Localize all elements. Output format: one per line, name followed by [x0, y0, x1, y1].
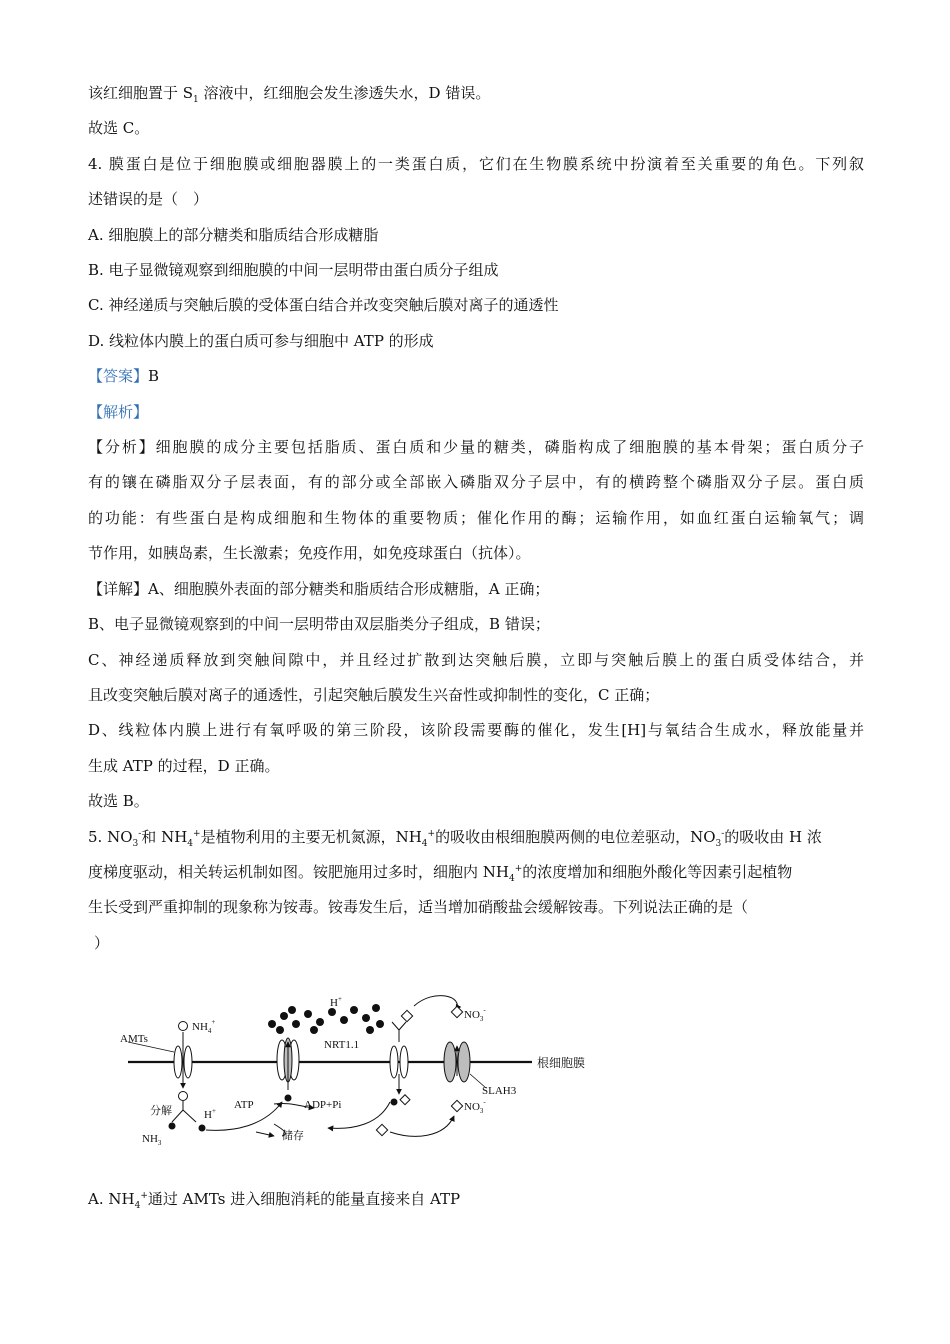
option-b: B. 电子显微镜观察到细胞膜的中间一层明带由蛋白质分子组成 — [88, 261, 499, 280]
analysis-text: 【分析】细胞膜的成分主要包括脂质、蛋白质和少量的糖类，磷脂构成了细胞膜的基本骨架；蛋白质分子 — [88, 438, 864, 457]
answer-tag: 【答案】 — [88, 367, 149, 386]
question-5-stem: 5. $NO_3^-$和 $NH_4^+$是植物利用的主要无机氮源，$NH_4^+$的吸收由根细胞膜两侧的电位差驱动，$NO_3^-$的吸收由 H 浓 — [88, 827, 822, 849]
question-5-stem: ） — [94, 933, 110, 952]
question-4-stem-cont: 述错误的是（ ） — [88, 190, 209, 209]
answer-line — [88, 359, 864, 394]
nrt-label: NRT1.1 — [324, 1039, 360, 1051]
svg-text:NH4+: $NH_4^+$ — [192, 1018, 216, 1035]
answer-value: B — [148, 367, 160, 386]
question-5-stem: 生长受到严重抑制的现象称为铵毒。铵毒发生后，适当增加硝酸盐会缓解铵毒。下列说法正确的是（ — [88, 898, 749, 917]
detail-text: C、神经递质释放到突触间隙中，并且经过扩散到达突触后膜，立即与突触后膜上的蛋白质受体结合，并 — [88, 650, 864, 669]
amts-label: AMTs — [120, 1033, 148, 1045]
text-line: 该红细胞置于 $S_1$ 溶液中，红细胞会发生渗透失水，D 错误。 — [88, 84, 491, 105]
detail-text: 且改变突触后膜对离子的通透性，引起突触后膜发生兴奋性或抑制性的变化，C 正确； — [88, 685, 660, 704]
nh4-ion-in — [179, 1092, 188, 1101]
option-c: C. 神经递质与突触后膜的受体蛋白结合并改变突触后膜对离子的通透性 — [88, 296, 559, 315]
document-page — [88, 76, 864, 961]
text-line: 故选 C。 — [88, 119, 150, 138]
analysis-text: 有的镶在磷脂双分子层表面，有的部分或全部嵌入磷脂双分子层中，有的横跨整个磷脂双分子层。蛋白质 — [88, 473, 864, 492]
slah3-label: SLAH3 — [482, 1085, 517, 1097]
svg-text:H+: H+ — [204, 1107, 216, 1121]
option-a: A. 细胞膜上的部分糖类和脂质结合形成糖脂 — [88, 225, 379, 244]
analysis-text: 的功能：有些蛋白是构成细胞和生物体的重要物质；催化作用的酶；运输作用，如血红蛋白运输氧气；调 — [88, 508, 864, 527]
question-5-option-a: A. $NH_4^+$通过 AMTs 进入细胞消耗的能量直接来自 ATP — [88, 1190, 461, 1211]
svg-text:NO3-: $NO_3^-$ — [464, 1098, 486, 1115]
analysis-heading: 【解析】 — [88, 402, 149, 421]
atp-label: ATP — [234, 1099, 254, 1111]
option-d: D. 线粒体内膜上的蛋白质可参与细胞中 ATP 的形成 — [88, 331, 434, 350]
question-5-stem: 度梯度驱动，相关转运机制如图。铵肥施用过多时，细胞内 $NH_4^+$的浓度增加和细胞外酸化等因素引起植物 — [88, 862, 793, 884]
svg-text:NH3: $NH_3$ — [142, 1133, 162, 1147]
nh4-ion-out — [179, 1022, 188, 1031]
adp-label: ADP+Pi — [304, 1099, 342, 1111]
detail-text: 生成 ATP 的过程，D 正确。 — [88, 756, 280, 775]
svg-text:NO3-: $NO_3^-$ — [464, 1006, 486, 1023]
svg-text:H+: H+ — [330, 995, 342, 1009]
analysis-text: 节作用，如胰岛素，生长激素；免疫作用，如免疫球蛋白（抗体）。 — [88, 544, 531, 563]
detail-text: D、线粒体内膜上进行有氧呼吸的第三阶段，该阶段需要酶的催化，发生[H]与氧结合生成水，释放能量并 — [88, 721, 864, 740]
h-ion-cluster — [268, 1004, 384, 1034]
membrane-label: 根细胞膜 — [537, 1056, 586, 1070]
detail-text: 【详解】A、细胞膜外表面的部分糖类和脂质结合形成糖脂，A 正确； — [88, 579, 550, 598]
detail-text: 故选 B。 — [88, 792, 149, 811]
fenjie-label: 分解 — [150, 1105, 172, 1117]
detail-text: B、电子显微镜观察到的中间一层明带由双层脂类分子组成，B 错误； — [88, 615, 550, 634]
question-4-stem: 4. 膜蛋白是位于细胞膜或细胞器膜上的一类蛋白质，它们在生物膜系统中扮演着至关重要的角色。下列叙 — [88, 154, 864, 173]
transport-diagram — [114, 990, 594, 1150]
storage-label: 储存 — [282, 1130, 304, 1142]
